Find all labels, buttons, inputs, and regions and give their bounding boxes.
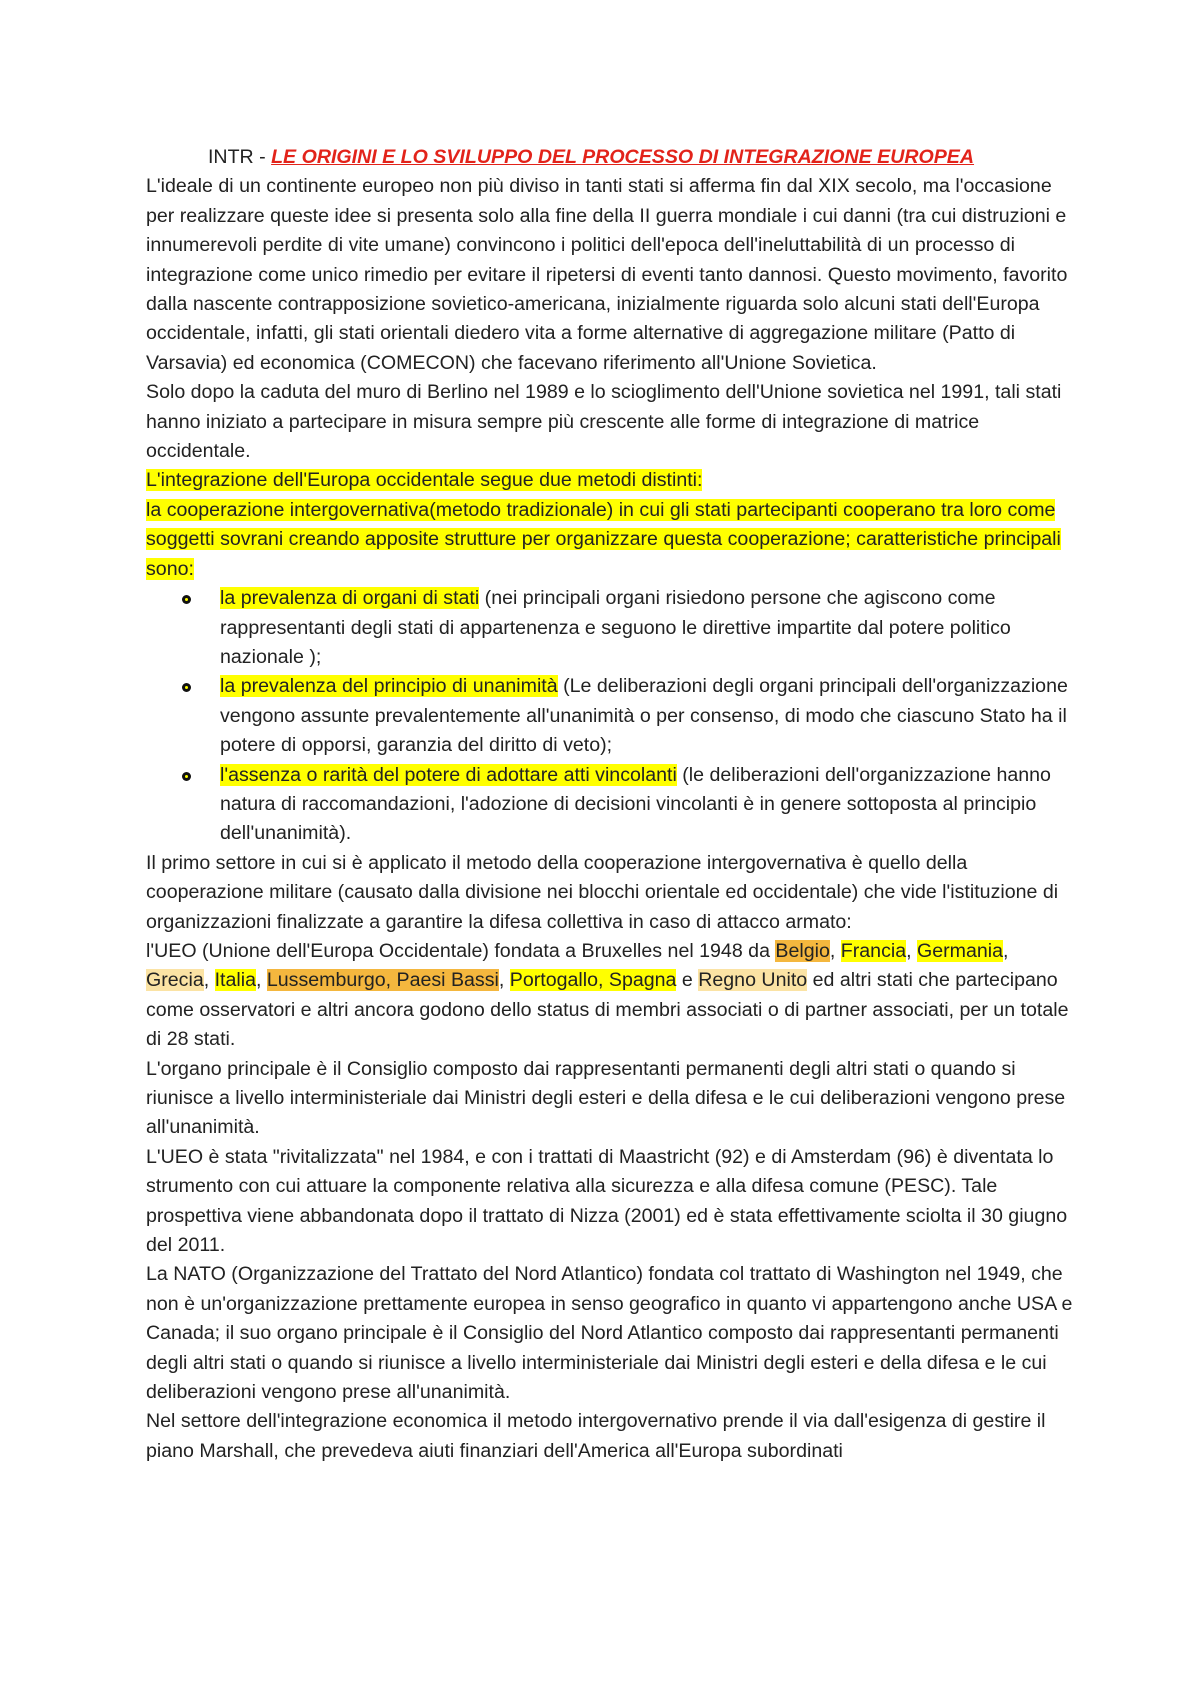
title-main: LE ORIGINI E LO SVILUPPO DEL PROCESSO DI INTEGRAZIONE EUROPEA [271, 146, 975, 168]
separator: , [498, 969, 510, 992]
separator: , [1003, 939, 1009, 962]
list-item-text: (nei principali organi risiedono persone che agiscono come rappresentanti degli stati di appartenenza e seguono le direttive impartite dal potere politico nazionale ); [220, 587, 1011, 668]
document-body [146, 143, 1076, 1466]
intro-paragraph-2: Solo dopo la caduta del muro di Berlino nel 1989 e lo scioglimento dell'Unione sovietica nel 1991, tali stati hanno iniziato a partecipare in misura sempre più crescente alle forme di integrazione di matrice occidentale. [146, 381, 1062, 463]
methods-intro [146, 466, 1076, 495]
cooperation-intro [146, 496, 1076, 584]
list-item-lead: la prevalenza di organi di stati [220, 587, 480, 610]
ueo-paragraph [146, 937, 1076, 1055]
separator: , [829, 939, 841, 962]
methods-intro-highlight: L'integrazione dell'Europa occidentale segue due metodi distinti: [146, 469, 703, 492]
list-item-lead: la prevalenza del principio di unanimità [220, 675, 558, 698]
title-prefix: INTR - [207, 146, 272, 168]
list-item-text: (Le deliberazioni degli organi principali dell'organizzazione vengono assunte prevalentemente all'unanimità o per consenso, di modo che ciascuno Stato ha il potere di opporsi, garanzia del diritto di veto); [220, 675, 1068, 757]
country-belgio: Belgio [775, 939, 830, 962]
list-item [220, 672, 1076, 760]
country-lussemburgo-paesi-bassi: Lussemburgo, Paesi Bassi [266, 969, 499, 992]
list-item [220, 761, 1076, 849]
country-italia: Italia [214, 969, 256, 992]
military-paragraph: Il primo settore in cui si è applicato il metodo della cooperazione intergovernativa è quello della cooperazione militare (causato dalla divisione nei blocchi orientale ed occidentale) che vide l'istituzione di organizzazioni finalizzate a garantire la difesa collettiva in caso di attacco armato: [146, 851, 1059, 933]
bullet-icon [182, 595, 191, 604]
intro-paragraph-1: L'ideale di un continente europeo non più diviso in tanti stati si afferma fin dal XIX secolo, ma l'occasione per realizzare queste idee si presenta solo alla fine della II guerra mondiale i cui danni (tra cui distruzioni e innumerevoli perdite di vite umane) convincono i politici dell'epoca dell'ineluttabilità di un processo di integrazione come unico rimedio per evitare il ripetersi di eventi tanto dannosi. Questo movimento, favorito dalla nascente contrapposizione sovietico-americana, inizialmente riguarda solo alcuni stati dell'Europa occidentale, infatti, gli stati orientali diedero vita a forme alternative di aggregazione militare (Patto di Varsavia) ed economica (COMECON) che facevano riferimento all'Unione Sovietica. [146, 175, 1068, 374]
cooperation-intro-highlight: la cooperazione intergovernativa(metodo tradizionale) in cui gli stati partecipanti cooperano tra loro come soggetti sovrani creando apposite strutture per organizzare questa cooperazione; caratteristiche principali sono: [146, 498, 1061, 580]
country-regno-unito: Regno Unito [698, 969, 808, 992]
separator: , [906, 939, 918, 962]
list-item [220, 584, 1076, 672]
ueo-revival-paragraph: L'UEO è stata "rivitalizzata" nel 1984, e con i trattati di Maastricht (92) e di Amsterdam (96) è diventata lo strumento con cui attuare la componente relativa alla sicurezza e alla difesa comune (PESC). Tale prospettiva viene abbandonata dopo il trattato di Nizza (2001) ed è stata effettivamente sciolta il 30 giugno del 2011. [146, 1145, 1068, 1257]
council-paragraph: L'organo principale è il Consiglio composto dai rappresentanti permanenti degli altri stati o quando si riunisce a livello interministeriale dai Ministri degli esteri e della difesa e le cui deliberazioni vengono prese all'unanimità. [146, 1057, 1066, 1139]
ueo-text: l'UEO (Unione dell'Europa Occidentale) fondata a Bruxelles nel 1948 da [146, 939, 776, 962]
country-germania: Germania [917, 939, 1004, 962]
nato-paragraph: La NATO (Organizzazione del Trattato del Nord Atlantico) fondata col trattato di Washington nel 1949, che non è un'organizzazione prettamente europea in senso geografico in quanto vi appartengono anche USA e Canada; il suo organo principale è il Consiglio del Nord Atlantico composto dai rappresentanti permanenti degli altri stati o quando si riunisce a livello interministeriale dai Ministri degli esteri e della difesa e le cui deliberazioni vengono prese all'unanimità. [146, 1263, 1073, 1404]
bullet-icon [182, 772, 191, 781]
ueo-text-end: ed altri stati che partecipano come osservatori e altri ancora godono dello status di membri associati o di partner associati, per un totale di 28 stati. [146, 969, 1069, 1051]
bullet-icon [182, 683, 191, 692]
country-francia: Francia [840, 939, 907, 962]
document-title [106, 143, 1076, 172]
characteristics-list [146, 584, 1076, 849]
separator: , [203, 969, 215, 992]
separator: , [256, 969, 267, 992]
economic-paragraph: Nel settore dell'integrazione economica il metodo intergovernativo prende il via dall'esigenza di gestire il piano Marshall, che prevedeva aiuti finanziari dell'America all'Europa subordinati [146, 1410, 1046, 1462]
country-portogallo-spagna: Portogallo, Spagna [509, 969, 677, 992]
separator: e [676, 969, 699, 992]
country-grecia: Grecia [146, 969, 204, 992]
list-item-lead: l'assenza o rarità del potere di adottare atti vincolanti [220, 763, 677, 786]
list-item-text: (le deliberazioni dell'organizzazione hanno natura di raccomandazioni, l'adozione di decisioni vincolanti è in genere sottoposta al principio dell'unanimità). [220, 763, 1051, 845]
